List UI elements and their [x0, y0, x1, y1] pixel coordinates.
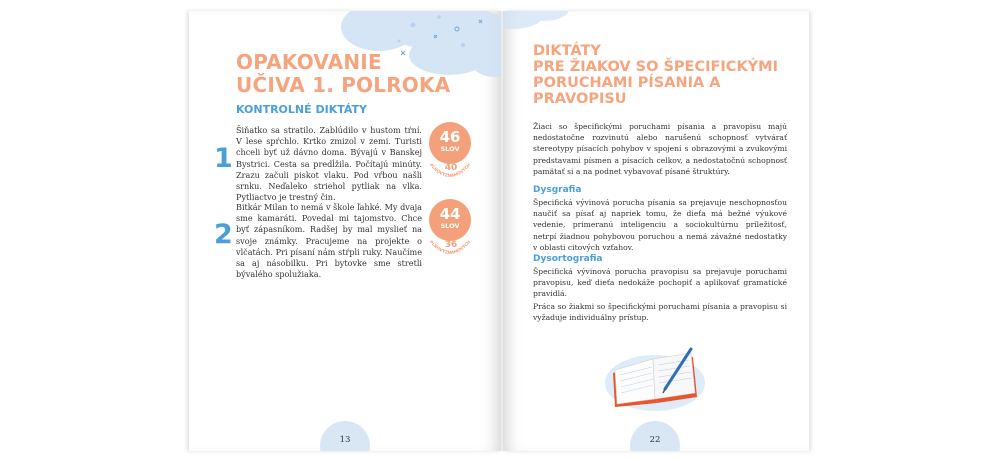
title-line-2: PRE ŽIAKOV SO ŠPECIFICKÝMI: [533, 59, 778, 75]
left-page: [189, 11, 501, 451]
cloud-decoration-icon: [503, 11, 573, 41]
dysgrafia-text: Špecifická vývinová porucha písania sa prejavuje neschopnosťou naučiť sa písať aj napriek tomu, že dieťa má bežné výukové vedenie, primeranú inteligenciu a sociokultúrnu príležitosť, netrpí žiadnou pohybovou poruchou a nemá závažné nedostatky v oblasti citových vzťahov.: [533, 198, 787, 252]
word-count-2: 44: [439, 205, 461, 223]
dictation-text-1: Šiňatko sa stratilo. Zablúdilo v hustom tŕní. V lese spŕchlo. Krtko zmizol v zemi. Turisti chceli byť už dávno doma. Bývajú v Banskej Bystrici. Cesta sa predĺžila. Počítajú minúty. Zrazu začuli piskot vlaku. Pod vŕbou našli srnku. Neďaleko striehol pytliak na vlka. Pytliactvo je trestný čin.: [236, 125, 422, 203]
title-line-2: UČIVA 1. POLROKA: [236, 73, 451, 97]
full-meaning-arc-label-2: [423, 234, 477, 262]
svg-text:PLNOVÝZNAMOVÝCH: PLNOVÝZNAMOVÝCH: [428, 162, 472, 179]
word-label-2: SLOV: [440, 222, 460, 230]
title-line-3: PORUCHAMI PÍSANIA A PRAVOPISU: [533, 75, 721, 107]
closing-paragraph: Práca so žiakmi so špecifickými poruchami písania a pravopisu si vyžaduje individuálny prístup.: [533, 302, 787, 323]
title-line-1: OPAKOVANIE: [236, 50, 382, 74]
intro-paragraph: Žiaci so špecifickými poruchami písania a pravopisu majú nedostatočne rozvinutú alebo narušenú schopnosť vytvárať stereotypy písacích pohybov v spojení s obrazovými a zvukovými predstavami písmen a písacích celkov, a nedostatočnú schopnosť pamätať si a na podnet vybavovať písané štruktúry.: [533, 122, 787, 176]
word-count-1: 46: [439, 128, 461, 146]
title-line-1: DIKTÁTY: [533, 43, 601, 59]
page-title: [533, 43, 809, 107]
dysortografia-text: Špecifická vývinová porucha pravopisu sa prejavuje poruchami pravopisu, keď dieťa nedokáže pochopiť a aplikovať gramatické pravidlá.: [533, 267, 787, 299]
full-meaning-arc-label-1: [423, 157, 477, 185]
page-title: [236, 51, 450, 97]
full-meaning-count-1: 40: [444, 163, 458, 173]
page-number-left: 13: [320, 421, 370, 451]
dysgrafia-heading: Dysgrafia: [533, 185, 582, 195]
svg-text:PLNOVÝZNAMOVÝCH: PLNOVÝZNAMOVÝCH: [428, 239, 472, 256]
dictation-number-1: 1: [214, 143, 233, 174]
full-meaning-count-2: 36: [444, 240, 458, 250]
page-number-right: 22: [630, 421, 680, 451]
open-notebook-icon: [603, 333, 707, 415]
dictation-number-2: 2: [214, 219, 233, 250]
word-label-1: SLOV: [440, 145, 460, 153]
dysortografia-heading: Dysortografia: [533, 254, 603, 264]
right-page: [503, 11, 809, 451]
section-subtitle: KONTROLNÉ DIKTÁTY: [236, 103, 367, 116]
dictation-text-2: Bitkár Milan to nemá v škole ľahké. My dvaja sme kamaráti. Povedal mi tajomstvo. Chce byť zápasníkom. Radšej by mal myslieť na svoje známky. Pracujeme na projekte o vlčatách. Pri písaní nám stŕpli ruky. Naučíme sa aj násobilku. Pri bytovke sme stretli bývalého spolužiaka.: [236, 202, 422, 280]
